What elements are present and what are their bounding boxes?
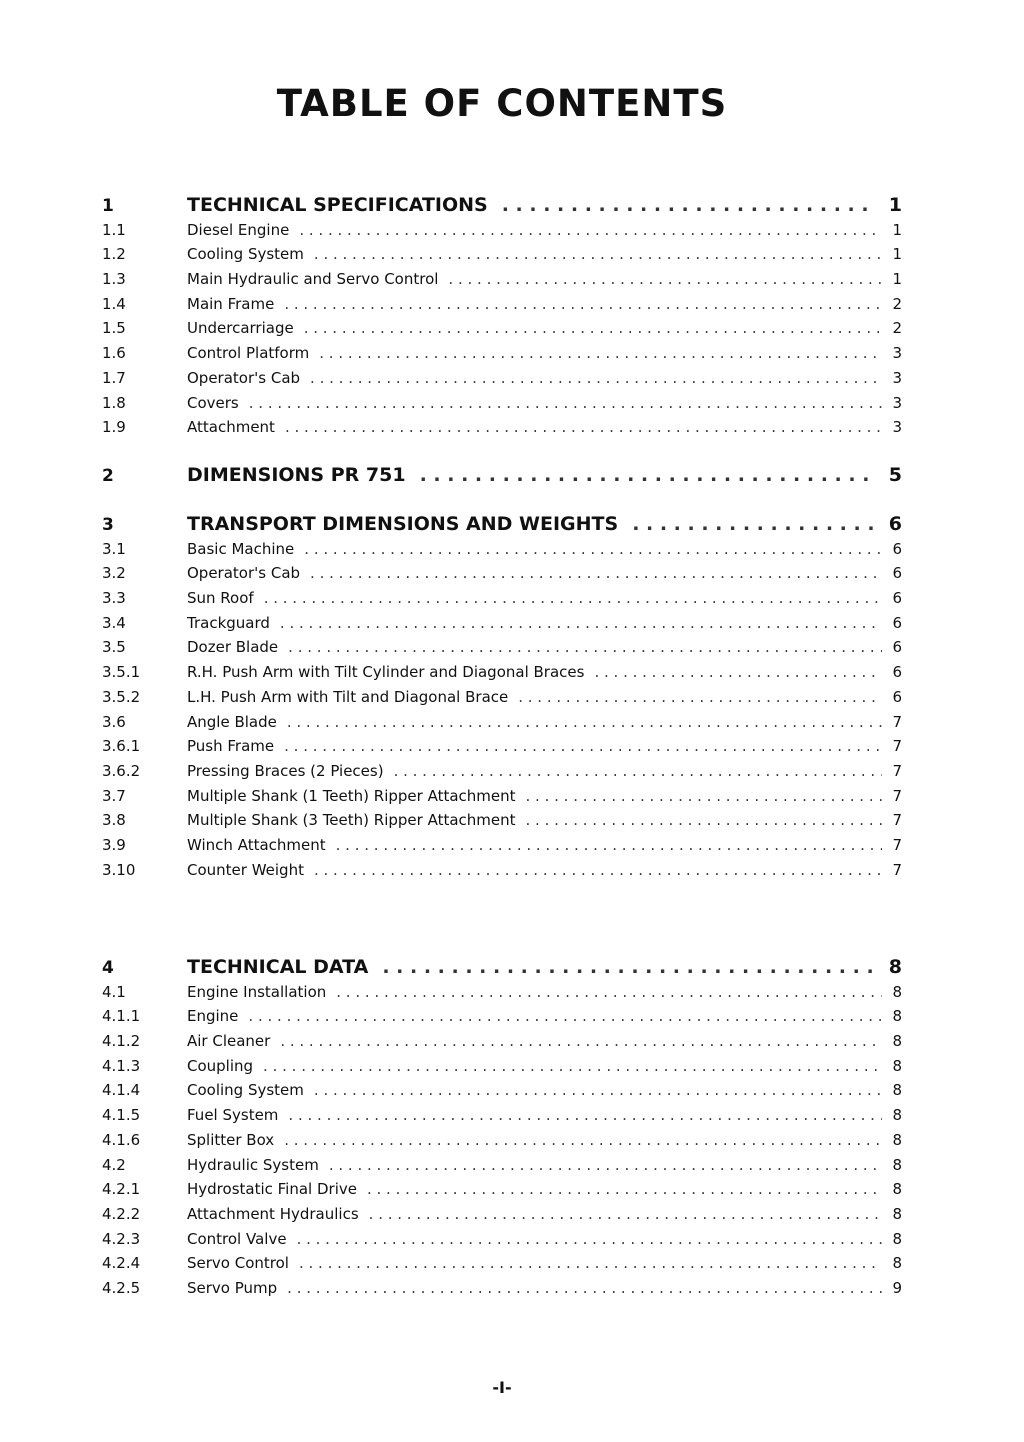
page-number: 7 <box>892 712 902 731</box>
entry-number: 4.1.1 <box>102 1007 141 1026</box>
entry-title: Counter Weight <box>187 860 304 879</box>
toc-section-2 <box>102 463 902 488</box>
toc-entry[interactable] <box>102 1227 902 1252</box>
dot-leader <box>329 1153 882 1178</box>
toc-entry[interactable] <box>102 1078 902 1103</box>
entry-number: 3.10 <box>102 860 136 879</box>
dot-leader <box>299 1251 882 1276</box>
entry-title: Attachment <box>187 418 275 437</box>
page-number: 8 <box>892 1229 902 1248</box>
entry-number: 4.1.5 <box>102 1106 141 1125</box>
page-number: 7 <box>892 737 902 756</box>
entry-title: Angle Blade <box>187 712 277 731</box>
toc-chapter-entry[interactable] <box>102 512 902 537</box>
toc-entry[interactable] <box>102 1128 902 1153</box>
entry-title: Trackguard <box>187 613 270 632</box>
page-number: 8 <box>892 982 902 1001</box>
entry-title: Engine Installation <box>187 982 327 1001</box>
page-number: 2 <box>892 294 902 313</box>
page-number: 7 <box>892 860 902 879</box>
page-footer-number: -I- <box>492 1378 512 1397</box>
page-number: 8 <box>892 1056 902 1075</box>
entry-number: 3.2 <box>102 564 126 583</box>
dot-leader <box>287 710 882 735</box>
entry-title: Engine <box>187 1007 239 1026</box>
page-number: 6 <box>892 589 902 608</box>
page-number: 7 <box>892 761 902 780</box>
toc-chapter-entry[interactable] <box>102 463 902 488</box>
toc-section-1 <box>102 193 902 440</box>
entry-number: 1.1 <box>102 220 126 239</box>
page-number: 8 <box>892 1032 902 1051</box>
dot-leader <box>248 1004 882 1029</box>
entry-title: Servo Pump <box>187 1278 278 1297</box>
entry-title: Winch Attachment <box>187 835 326 854</box>
entry-number: 1.8 <box>102 393 126 412</box>
entry-title: Attachment Hydraulics <box>187 1204 359 1223</box>
dot-leader <box>314 858 882 883</box>
entry-number: 1.2 <box>102 245 126 264</box>
dot-leader <box>264 586 882 611</box>
toc-entry[interactable] <box>102 1202 902 1227</box>
page-number: 8 <box>892 1155 902 1174</box>
page-number: 8 <box>888 956 902 978</box>
page-number: 5 <box>888 464 902 486</box>
toc-entry[interactable] <box>102 242 902 267</box>
page-number: 6 <box>892 613 902 632</box>
page-number: 8 <box>892 1254 902 1273</box>
toc-entry[interactable] <box>102 1029 902 1054</box>
entry-number: 1.4 <box>102 294 126 313</box>
dot-leader <box>526 808 882 833</box>
entry-number: 4.2.4 <box>102 1254 141 1273</box>
entry-title: L.H. Push Arm with Tilt and Diagonal Brace <box>187 687 509 706</box>
toc-entry[interactable] <box>102 710 902 735</box>
chapter-title: TECHNICAL SPECIFICATIONS <box>187 194 488 216</box>
dot-leader <box>297 1227 882 1252</box>
entry-title: Basic Machine <box>187 539 295 558</box>
entry-number: 4.2.5 <box>102 1278 141 1297</box>
entry-number: 4.2.1 <box>102 1180 141 1199</box>
page-number: 3 <box>892 393 902 412</box>
page-number: 6 <box>892 663 902 682</box>
dot-leader <box>310 561 882 586</box>
toc-entry[interactable] <box>102 1153 902 1178</box>
dot-leader <box>284 292 882 317</box>
page-number: 1 <box>888 194 902 216</box>
page-number: 8 <box>892 1007 902 1026</box>
toc-chapter-entry[interactable] <box>102 955 902 980</box>
entry-title: Cooling System <box>187 1081 304 1100</box>
dot-leader <box>336 833 882 858</box>
toc-entry[interactable] <box>102 734 902 759</box>
page-number: 6 <box>892 687 902 706</box>
toc-entry[interactable] <box>102 858 902 883</box>
dot-leader <box>448 267 882 292</box>
toc-entry[interactable] <box>102 537 902 562</box>
chapter-title: DIMENSIONS PR 751 <box>187 464 406 486</box>
entry-title: Multiple Shank (3 Teeth) Ripper Attachment <box>187 811 516 830</box>
page-number: 6 <box>892 638 902 657</box>
toc-entry[interactable] <box>102 1103 902 1128</box>
toc-chapter-entry[interactable] <box>102 193 902 218</box>
page-number: 8 <box>892 1081 902 1100</box>
entry-number: 3.5.2 <box>102 687 141 706</box>
entry-number: 3.6.1 <box>102 737 141 756</box>
toc-entry[interactable] <box>102 366 902 391</box>
entry-title: Operator's Cab <box>187 368 301 387</box>
entry-number: 4.1 <box>102 982 126 1001</box>
toc-entry[interactable] <box>102 218 902 243</box>
page-number: 7 <box>892 811 902 830</box>
entry-title: Main Hydraulic and Servo Control <box>187 270 439 289</box>
entry-title: Push Frame <box>187 737 275 756</box>
dot-leader <box>502 193 874 218</box>
toc-entry[interactable] <box>102 635 902 660</box>
dot-leader <box>382 955 874 980</box>
entry-number: 1.3 <box>102 270 126 289</box>
toc-entry[interactable] <box>102 759 902 784</box>
dot-leader <box>632 512 874 537</box>
entry-number: 3.5 <box>102 638 126 657</box>
toc-entry[interactable] <box>102 660 902 685</box>
entry-title: Main Frame <box>187 294 275 313</box>
entry-number: 4.1.3 <box>102 1056 141 1075</box>
toc-entry[interactable] <box>102 1251 902 1276</box>
toc-entry[interactable] <box>102 561 902 586</box>
entry-number: 4.2.3 <box>102 1229 141 1248</box>
toc-entry[interactable] <box>102 391 902 416</box>
page-number: 8 <box>892 1106 902 1125</box>
dot-leader <box>526 784 882 809</box>
dot-leader <box>304 316 882 341</box>
entry-number: 4.1.6 <box>102 1130 141 1149</box>
dot-leader <box>420 463 874 488</box>
dot-leader <box>518 685 882 710</box>
page-number: 1 <box>892 220 902 239</box>
page-number: 1 <box>892 245 902 264</box>
page-number: 1 <box>892 270 902 289</box>
dot-leader <box>249 391 882 416</box>
dot-leader <box>288 1103 882 1128</box>
toc-entry[interactable] <box>102 341 902 366</box>
toc-entry[interactable] <box>102 1054 902 1079</box>
entry-title: Pressing Braces (2 Pieces) <box>187 761 384 780</box>
entry-title: Operator's Cab <box>187 564 301 583</box>
toc-entry[interactable] <box>102 292 902 317</box>
toc-entry[interactable] <box>102 415 902 440</box>
entry-title: Undercarriage <box>187 319 294 338</box>
chapter-title: TECHNICAL DATA <box>187 956 369 978</box>
dot-leader <box>314 242 882 267</box>
dot-leader <box>594 660 882 685</box>
entry-title: Hydraulic System <box>187 1155 319 1174</box>
entry-title: Diesel Engine <box>187 220 290 239</box>
entry-title: Splitter Box <box>187 1130 275 1149</box>
toc-entry[interactable] <box>102 980 902 1005</box>
entry-title: Control Valve <box>187 1229 287 1248</box>
chapter-number: 3 <box>102 515 114 535</box>
chapter-title: TRANSPORT DIMENSIONS AND WEIGHTS <box>187 513 619 535</box>
entry-number: 1.6 <box>102 344 126 363</box>
dot-leader <box>367 1177 882 1202</box>
page-number: 6 <box>888 513 902 535</box>
entry-number: 3.5.1 <box>102 663 141 682</box>
page-title: TABLE OF CONTENTS <box>276 82 728 125</box>
entry-number: 3.6.2 <box>102 761 141 780</box>
entry-number: 3.9 <box>102 835 126 854</box>
toc-entry[interactable] <box>102 1276 902 1301</box>
entry-number: 3.4 <box>102 613 126 632</box>
toc-entry[interactable] <box>102 586 902 611</box>
entry-title: Hydrostatic Final Drive <box>187 1180 357 1199</box>
entry-title: R.H. Push Arm with Tilt Cylinder and Diagonal Braces <box>187 663 585 682</box>
page-number: 8 <box>892 1180 902 1199</box>
toc-entry[interactable] <box>102 267 902 292</box>
page-number: 3 <box>892 368 902 387</box>
page-number: 3 <box>892 418 902 437</box>
dot-leader <box>263 1054 882 1079</box>
entry-title: Fuel System <box>187 1106 279 1125</box>
page-number: 2 <box>892 319 902 338</box>
entry-title: Sun Roof <box>187 589 254 608</box>
entry-number: 4.2.2 <box>102 1204 141 1223</box>
entry-number: 1.5 <box>102 319 126 338</box>
entry-title: Air Cleaner <box>187 1032 271 1051</box>
entry-title: Covers <box>187 393 239 412</box>
entry-title: Dozer Blade <box>187 638 279 657</box>
entry-number: 1.7 <box>102 368 126 387</box>
page-number: 3 <box>892 344 902 363</box>
page-number: 7 <box>892 786 902 805</box>
entry-number: 3.6 <box>102 712 126 731</box>
toc-section-4 <box>102 955 902 1301</box>
toc-entry[interactable] <box>102 1177 902 1202</box>
entry-number: 4.2 <box>102 1155 126 1174</box>
toc-entry[interactable] <box>102 784 902 809</box>
entry-title: Control Platform <box>187 344 310 363</box>
dot-leader <box>369 1202 882 1227</box>
dot-leader <box>288 635 882 660</box>
entry-number: 4.1.2 <box>102 1032 141 1051</box>
dot-leader <box>280 611 882 636</box>
toc-entry[interactable] <box>102 1004 902 1029</box>
page-number: 8 <box>892 1130 902 1149</box>
entry-number: 3.1 <box>102 539 126 558</box>
chapter-number: 1 <box>102 196 114 216</box>
page-number: 8 <box>892 1204 902 1223</box>
dot-leader <box>280 1029 882 1054</box>
toc-entry[interactable] <box>102 685 902 710</box>
dot-leader <box>336 980 882 1005</box>
chapter-number: 2 <box>102 466 114 486</box>
page-number: 7 <box>892 835 902 854</box>
entry-title: Cooling System <box>187 245 304 264</box>
toc-entry[interactable] <box>102 833 902 858</box>
entry-title: Servo Control <box>187 1254 289 1273</box>
entry-title: Multiple Shank (1 Teeth) Ripper Attachment <box>187 786 516 805</box>
dot-leader <box>284 734 882 759</box>
dot-leader <box>394 759 882 784</box>
page-number: 6 <box>892 564 902 583</box>
toc-section-3 <box>102 512 902 882</box>
page-number: 6 <box>892 539 902 558</box>
dot-leader <box>284 1128 882 1153</box>
dot-leader <box>287 1276 882 1301</box>
dot-leader <box>314 1078 882 1103</box>
toc-entry[interactable] <box>102 611 902 636</box>
dot-leader <box>310 366 882 391</box>
dot-leader <box>304 537 882 562</box>
dot-leader <box>299 218 882 243</box>
entry-number: 4.1.4 <box>102 1081 141 1100</box>
toc-entry[interactable] <box>102 808 902 833</box>
dot-leader <box>285 415 882 440</box>
dot-leader <box>319 341 882 366</box>
entry-number: 1.9 <box>102 418 126 437</box>
entry-number: 3.3 <box>102 589 126 608</box>
entry-number: 3.7 <box>102 786 126 805</box>
toc-entry[interactable] <box>102 316 902 341</box>
entry-number: 3.8 <box>102 811 126 830</box>
entry-title: Coupling <box>187 1056 254 1075</box>
page-number: 9 <box>892 1278 902 1297</box>
chapter-number: 4 <box>102 958 114 978</box>
